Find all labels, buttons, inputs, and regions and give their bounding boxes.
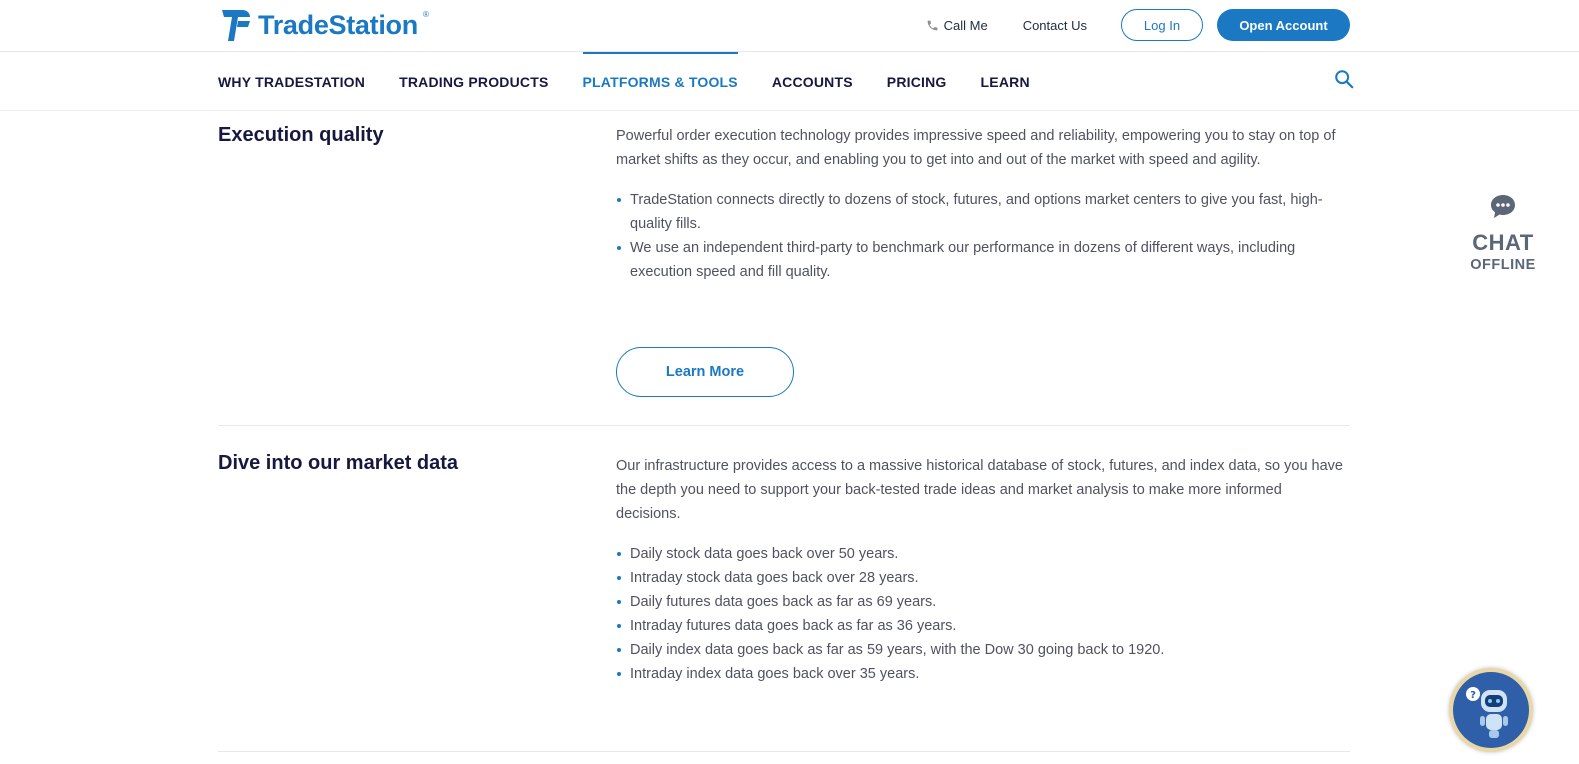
list-item: TradeStation connects directly to dozens of stock, futures, and options market centers to give you fast, high-quality fills.: [616, 188, 1350, 236]
phone-icon: [926, 19, 939, 32]
list-item: Intraday stock data goes back over 28 years.: [616, 566, 1350, 590]
nav-item-platforms-tools[interactable]: PLATFORMS & TOOLS: [583, 52, 738, 111]
bullet-list: [616, 542, 1350, 686]
nav-items: [218, 52, 1064, 111]
assistant-bot-button[interactable]: [1449, 668, 1533, 752]
robot-icon: [1453, 672, 1529, 748]
search-icon: [1333, 68, 1355, 90]
logo-wordmark: TradeStation: [258, 9, 418, 40]
execution-quality-section: [218, 112, 1350, 426]
market-data-section: [218, 426, 1350, 752]
tradestation-logo[interactable]: [220, 6, 429, 44]
call-me-link[interactable]: [926, 18, 988, 33]
section-paragraph: Our infrastructure provides access to a massive historical database of stock, futures, and index data, so you have the depth you need to support your back-tested trade ideas and market analysis to make more informed decisions.: [616, 458, 1343, 522]
list-item: Daily stock data goes back over 50 years.: [616, 542, 1350, 566]
open-account-button[interactable]: Open Account: [1217, 9, 1350, 41]
list-item: Daily futures data goes back as far as 69 years.: [616, 590, 1350, 614]
call-me-label: Call Me: [943, 17, 988, 33]
section-body: [616, 454, 1350, 686]
learn-more-button[interactable]: Learn More: [616, 347, 794, 397]
main-nav: [0, 52, 1579, 111]
chat-title: CHAT: [1472, 230, 1534, 255]
list-item: Intraday index data goes back over 35 years.: [616, 662, 1350, 686]
list-item: We use an independent third-party to benchmark our performance in dozens of different ways, including execution speed and fill quality.: [616, 236, 1350, 284]
section-title: Dive into our market data: [218, 452, 459, 474]
chat-widget[interactable]: [1462, 193, 1544, 274]
logo-registered-mark: ®: [422, 9, 429, 19]
section-title: Execution quality: [218, 124, 384, 146]
nav-item-learn[interactable]: LEARN: [980, 73, 1030, 90]
list-item: Daily index data goes back as far as 59 years, with the Dow 30 going back to 1920.: [616, 638, 1350, 662]
nav-item-trading-products[interactable]: TRADING PRODUCTS: [399, 73, 549, 90]
login-button[interactable]: Log In: [1121, 9, 1203, 41]
svg-text:?: ?: [1470, 690, 1476, 701]
list-item: Intraday futures data goes back as far as 36 years.: [616, 614, 1350, 638]
chat-bubble-icon: [1489, 193, 1517, 221]
search-button[interactable]: [1333, 68, 1357, 92]
tradestation-logo-icon: [220, 7, 254, 43]
contact-us-link[interactable]: Contact Us: [1022, 17, 1087, 33]
section-paragraph: Powerful order execution technology provides impressive speed and reliability, empowering you to stay on top of market shifts as they occur, and enabling you to get into and out of the market with speed and agility.: [616, 128, 1336, 168]
top-bar: [0, 0, 1579, 52]
nav-item-accounts[interactable]: ACCOUNTS: [771, 73, 853, 90]
bullet-list: [616, 188, 1350, 284]
chat-status: OFFLINE: [1470, 257, 1536, 273]
section-body: [616, 124, 1350, 284]
top-actions: [926, 9, 1350, 41]
nav-item-pricing[interactable]: PRICING: [886, 73, 947, 90]
nav-item-why-tradestation[interactable]: WHY TRADESTATION: [218, 73, 366, 90]
